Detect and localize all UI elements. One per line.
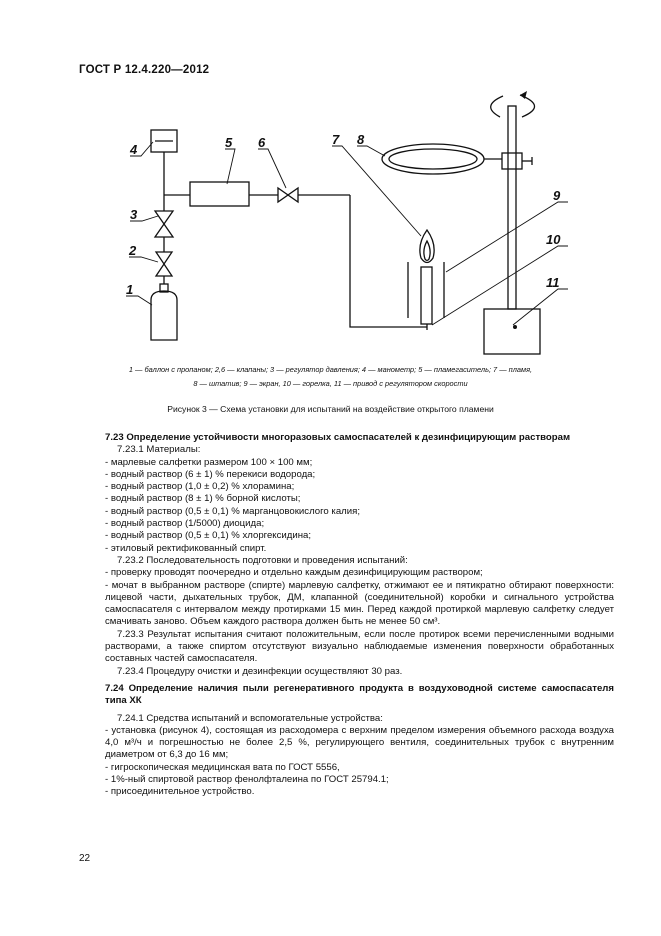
- callout-9: 9: [553, 188, 561, 203]
- valve-6-right: [288, 188, 298, 202]
- section-heading: 7.24 Определение наличия пыли регенеративного продукта в воздуховодной системе самоспасателя типа ХК: [105, 682, 614, 707]
- figure-caption: Рисунок 3 — Схема установки для испытаний на воздействие открытого пламени: [167, 404, 494, 414]
- callout-11: 11: [546, 275, 560, 290]
- body-text: [105, 432, 614, 799]
- pressure-regulator-bottom: [155, 224, 173, 237]
- valve-6-left: [278, 188, 288, 202]
- paragraph: 7.23.3 Результат испытания считают положительным, если после протирок всеми перечисленными водными растворами, а также спиртом отсутствуют визуально наблюдаемые изменения поверхности обработанных составных частей самоспасателя.: [105, 628, 614, 665]
- stand-clamp: [502, 153, 522, 169]
- callout-5: 5: [225, 135, 233, 150]
- pressure-regulator-top: [155, 211, 173, 224]
- flame-arrester: [190, 182, 249, 206]
- paragraph: - мочат в выбранном растворе (спирте) марлевую салфетку, отжимают ее и пятикратно обтирают поверхности: лицевой части, дыхательных трубок, ДМ, клапанной (соединительной) коробки и сигнального устройства самоспасателя с интервалом между протирками 15 мин. Перед каждой протиркой марлевую салфетку следует смачивать заново. Объем каждого раствора должен быть не менее 50 см³.: [105, 579, 614, 628]
- paragraph: 7.23.4 Процедуру очистки и дезинфекции осуществляют 30 раз.: [117, 665, 403, 677]
- callout-4: 4: [130, 142, 138, 157]
- drive-dot: [513, 325, 517, 329]
- rotation-arc-right: [520, 95, 535, 117]
- paragraph: 7.23.1 Материалы:: [117, 444, 201, 456]
- paragraph: - водный раствор (0,5 ± 0,1) % марганцовокислого калия;: [105, 505, 360, 517]
- callout-3: 3: [130, 207, 138, 222]
- paragraph: - марлевые салфетки размером 100 × 100 мм;: [105, 456, 313, 468]
- callout-1: 1: [126, 282, 134, 297]
- propane-cylinder: [151, 291, 177, 340]
- paragraph: - водный раствор (6 ± 1) % перекиси водорода;: [105, 468, 316, 480]
- callout-6: 6: [258, 135, 266, 150]
- paragraph: - водный раствор (8 ± 1) % борной кислоты;: [105, 493, 301, 505]
- callout-7: 7: [332, 132, 340, 147]
- paragraph: - водный раствор (1/5000) диоцида;: [105, 518, 265, 530]
- paragraph: - водный раствор (1,0 ± 0,2) % хлорамина;: [105, 481, 295, 493]
- paragraph: - гигроскопическая медицинская вата по ГОСТ 5556,: [105, 761, 340, 773]
- stand-rod: [508, 106, 516, 309]
- page-number: 22: [79, 853, 91, 864]
- valve-2-bottom: [156, 264, 172, 276]
- figure-legend-line-2: 8 — штатив; 9 — экран, 10 — горелка, 11 — привод с регулятором скорости: [193, 379, 468, 388]
- paragraph: - проверку проводят поочередно и отдельно каждым дезинфицирующим раствором;: [105, 567, 483, 579]
- paragraph: 7.24.1 Средства испытаний и вспомогательные устройства:: [117, 712, 383, 724]
- flame-inner: [424, 241, 430, 261]
- ring-inner: [389, 149, 477, 169]
- callout-2: 2: [129, 243, 137, 258]
- callout-8: 8: [357, 132, 365, 147]
- paragraph: - присоединительное устройство.: [105, 786, 255, 798]
- drive-box: [484, 309, 540, 354]
- burner: [421, 267, 432, 324]
- valve-2-top: [156, 252, 172, 264]
- gas-line-to-burner: [350, 195, 427, 327]
- paragraph: 7.23.2 Последовательность подготовки и проведения испытаний:: [117, 554, 408, 566]
- rotation-arc-left: [491, 96, 503, 117]
- section-heading: 7.23 Определение устойчивости многоразовых самоспасателей к дезинфицирующим растворам: [105, 432, 571, 443]
- paragraph: - водный раствор (0,5 ± 0,1) % хлоргексидина;: [105, 530, 312, 542]
- paragraph: - этиловый ректификованный спирт.: [105, 542, 267, 554]
- test-setup-diagram: [0, 0, 661, 400]
- callout-10: 10: [546, 232, 561, 247]
- paragraph: - установка (рисунок 4), состоящая из расходомера с верхним пределом измерения объемного расхода воздуха 4,0 м³/ч и погрешностью не более 2,5 %, регулирующего вентиля, соединительных трубок с внутренним диаметром от 6,3 до 16 мм;: [105, 724, 614, 761]
- flame-outer: [420, 230, 434, 263]
- paragraph: - 1%-ный спиртовой раствор фенолфталеина по ГОСТ 25794.1;: [105, 774, 389, 786]
- figure-legend-line-1: 1 — баллон с пропаном; 2,6 — клапаны; 3 — регулятор давления; 4 — манометр; 5 — пламегаситель; 7 — пламя,: [128, 365, 533, 374]
- document-header: ГОСТ Р 12.4.220—2012: [79, 64, 210, 76]
